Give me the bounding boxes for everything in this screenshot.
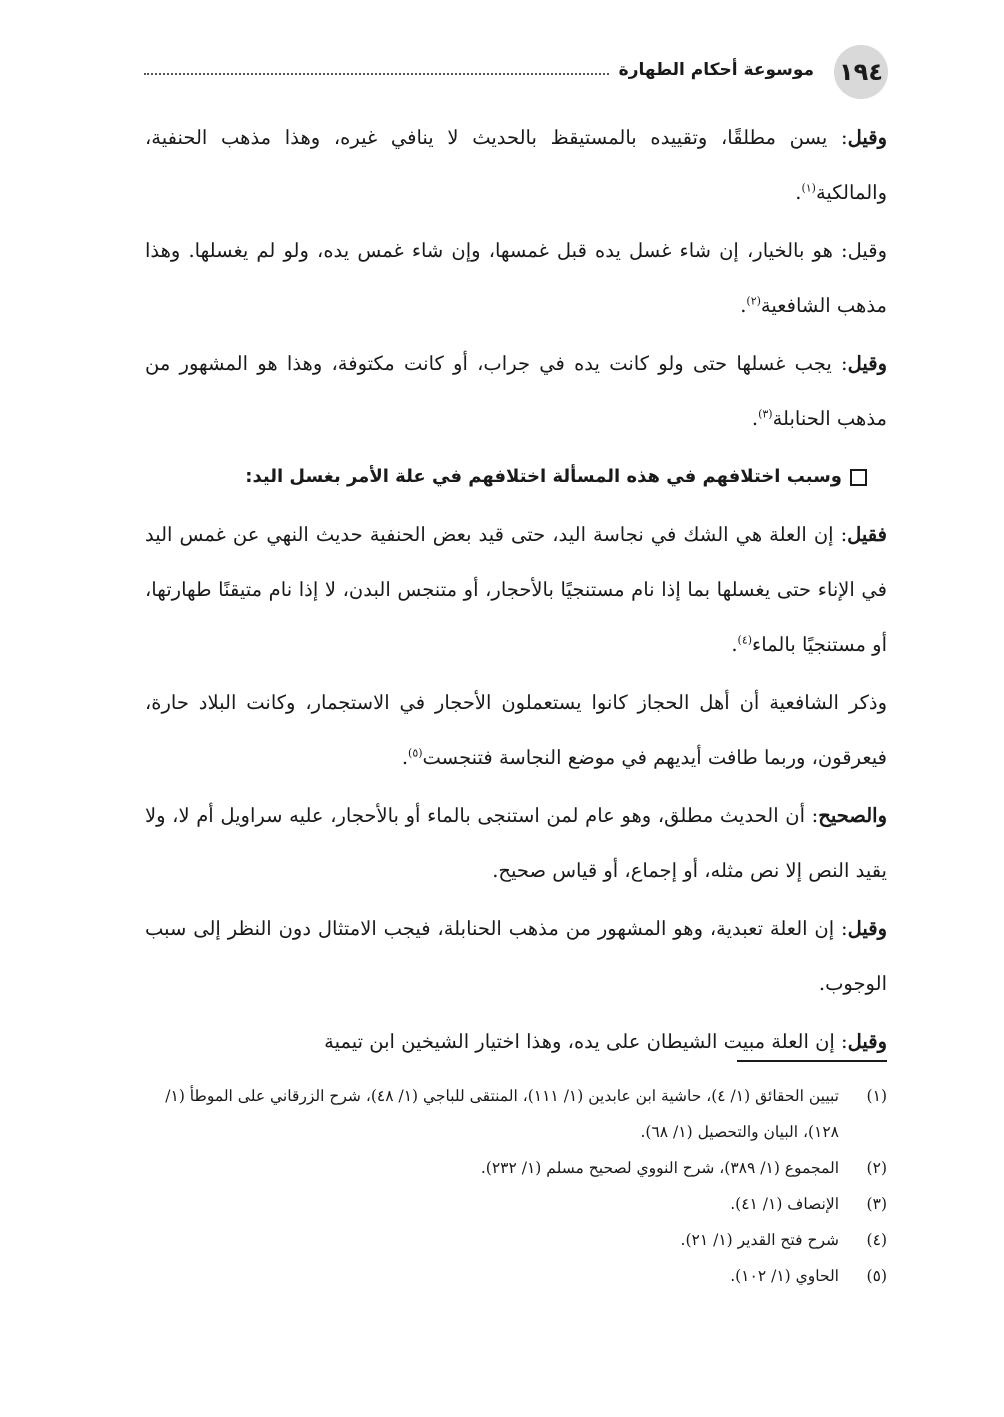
footnote [145, 1078, 887, 1150]
paragraph-text: : إن العلة هي الشك في نجاسة اليد، حتى قيد بعض الحنفية حديث النهي عن غمس اليد في الإناء حتى يغسلها بما إذا نام مستنجيًا بالأحجار، أو متنجس البدن، لا إذا نام متيقنًا طهارتها، أو مستنجيًا بالماء [145, 523, 887, 656]
paragraph-end: . [740, 294, 747, 317]
paragraph [145, 223, 887, 333]
paragraph-text: : يجب غسلها حتى ولو كانت يده في جراب، أو كانت مكتوفة، وهذا هو المشهور من مذهب الحنابلة [145, 352, 887, 430]
paragraph-text: وقيل: هو بالخيار، إن شاء غسل يده قبل غمسها، وإن شاء غمس يده، ولو لم يغسلها. وهذا مذهب الشافعية [145, 239, 887, 317]
paragraph-lead: وقيل [847, 126, 887, 149]
header-dotted-rule [144, 73, 609, 75]
paragraph [145, 901, 887, 1011]
footnote-text: تبيين الحقائق (١/ ٤)، حاشية ابن عابدين (١/ ١١١)، المنتقى للباجي (١/ ٤٨)، شرح الزرقاني على الموطأ (١/ ١٢٨)، البيان والتحصيل (١/ ٦٨). [165, 1087, 839, 1141]
paragraph-text: : يسن مطلقًا، وتقييده بالمستيقظ بالحديث لا ينافي غيره، وهذا مذهب الحنفية، والمالكية [145, 126, 887, 204]
paragraph-text: : أن الحديث مطلق، وهو عام لمن استنجى بالماء أو بالأحجار، عليه سراويل أم لا، ولا يقيد النص إلا نص مثله، أو إجماع، أو قياس صحيح. [145, 804, 887, 882]
paragraph-lead: فقيل [847, 523, 887, 546]
paragraph [145, 336, 887, 446]
footnote [145, 1150, 887, 1186]
paragraph-lead: وقيل [847, 1030, 887, 1053]
footnote-number: (٥) [866, 1267, 887, 1285]
footnote-ref: (٢) [746, 294, 761, 308]
footnote-separator [737, 1060, 887, 1062]
footnote-ref: (٣) [758, 407, 773, 421]
paragraph [145, 675, 887, 785]
main-text [145, 110, 887, 1072]
paragraph-text: : إن العلة تعبدية، وهو المشهور من مذهب الحنابلة، فيجب الامتثال دون النظر إلى سبب الوجوب. [145, 917, 887, 995]
footnote-text: المجموع (١/ ٣٨٩)، شرح النووي لصحيح مسلم (١/ ٢٣٢). [480, 1159, 839, 1177]
footnote-ref: (٤) [737, 633, 753, 647]
paragraph [145, 110, 887, 220]
footnote-text: شرح فتح القدير (١/ ٢١). [680, 1231, 839, 1249]
paragraph-end: . [795, 181, 802, 204]
footnote-number: (٢) [866, 1159, 887, 1177]
footnote-text: الحاوي (١/ ١٠٢). [730, 1267, 839, 1285]
footnote [145, 1258, 887, 1294]
paragraph-text: وذكر الشافعية أن أهل الحجاز كانوا يستعملون الأحجار في الاستجمار، وكانت البلاد حارة، فيعرقون، وربما طافت أيديهم في موضع النجاسة فتنجست [145, 691, 887, 769]
section-heading-text: وسبب اختلافهم في هذه المسألة اختلافهم في علة الأمر بغسل اليد: [245, 466, 842, 487]
paragraph-text: : إن العلة مبيت الشيطان على يده، وهذا اختيار الشيخين ابن تيمية [324, 1030, 848, 1053]
book-title: موسوعة أحكام الطهارة [618, 60, 814, 80]
footnote-number: (١) [866, 1087, 887, 1105]
running-header [144, 54, 824, 86]
footnote [145, 1186, 887, 1222]
paragraph [145, 507, 887, 672]
paragraph-lead: وقيل [847, 917, 887, 940]
footnote-ref: (١) [801, 181, 816, 195]
paragraph-lead: وقيل [847, 352, 887, 375]
footnote-text: الإنصاف (١/ ٤١). [730, 1195, 839, 1213]
footnotes [145, 1078, 887, 1294]
paragraph-end: . [401, 746, 409, 769]
footnote-ref: (٥) [408, 746, 423, 760]
footnote-number: (٤) [866, 1231, 887, 1249]
paragraph-lead: والصحيح [818, 804, 887, 827]
paragraph [145, 788, 887, 898]
page-number: ١٩٤ [834, 45, 888, 99]
footnote [145, 1222, 887, 1258]
paragraph-end: . [731, 633, 738, 656]
square-bullet-icon [850, 469, 867, 486]
section-heading [145, 449, 887, 504]
footnote-number: (٣) [866, 1195, 887, 1213]
paragraph-end: . [751, 407, 759, 430]
